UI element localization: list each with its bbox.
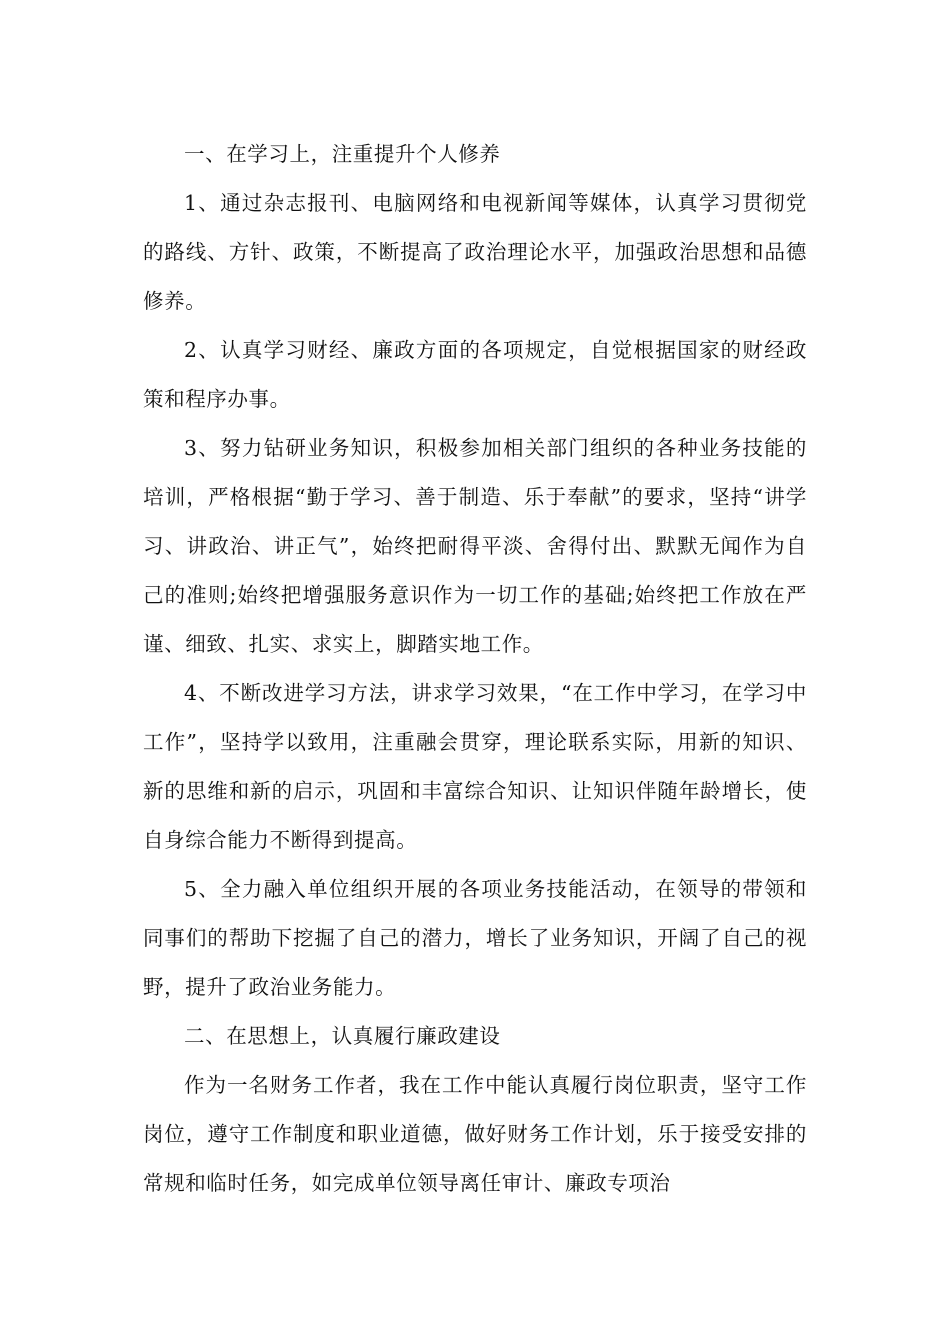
paragraph-item-4: 4、不断改进学习方法，讲求学习效果，“在工作中学习，在学习中工作”，坚持学以致用，注重融会贯穿，理论联系实际，用新的知识、新的思维和新的启示，巩固和丰富综合知识、让知识伴随年龄增长，使自身综合能力不断得到提高。	[143, 681, 807, 852]
section-heading-ideology: 二、在思想上，认真履行廉政建设	[184, 1024, 501, 1048]
document-body	[143, 130, 807, 1208]
paragraph-ideology-body: 作为一名财务工作者，我在工作中能认真履行岗位职责，坚守工作岗位，遵守工作制度和职业道德，做好财务工作计划，乐于接受安排的常规和临时任务，如完成单位领导离任审计、廉政专项治	[143, 1073, 807, 1195]
paragraph-item-5: 5、全力融入单位组织开展的各项业务技能活动，在领导的带领和同事们的帮助下挖掘了自己的潜力，增长了业务知识，开阔了自己的视野，提升了政治业务能力。	[143, 877, 807, 999]
paragraph-item-1: 1、通过杂志报刊、电脑网络和电视新闻等媒体，认真学习贯彻党的路线、方针、政策，不断提高了政治理论水平，加强政治思想和品德修养。	[143, 191, 807, 313]
section-heading-study: 一、在学习上，注重提升个人修养	[184, 142, 501, 166]
paragraph-item-3: 3、努力钻研业务知识，积极参加相关部门组织的各种业务技能的培训，严格根据“勤于学习、善于制造、乐于奉献”的要求，坚持“讲学习、讲政治、讲正气”，始终把耐得平淡、舍得付出、默默无闻作为自己的准则;始终把增强服务意识作为一切工作的基础;始终把工作放在严谨、细致、扎实、求实上，脚踏实地工作。	[143, 436, 807, 656]
paragraph-item-2: 2、认真学习财经、廉政方面的各项规定，自觉根据国家的财经政策和程序办事。	[143, 338, 807, 411]
